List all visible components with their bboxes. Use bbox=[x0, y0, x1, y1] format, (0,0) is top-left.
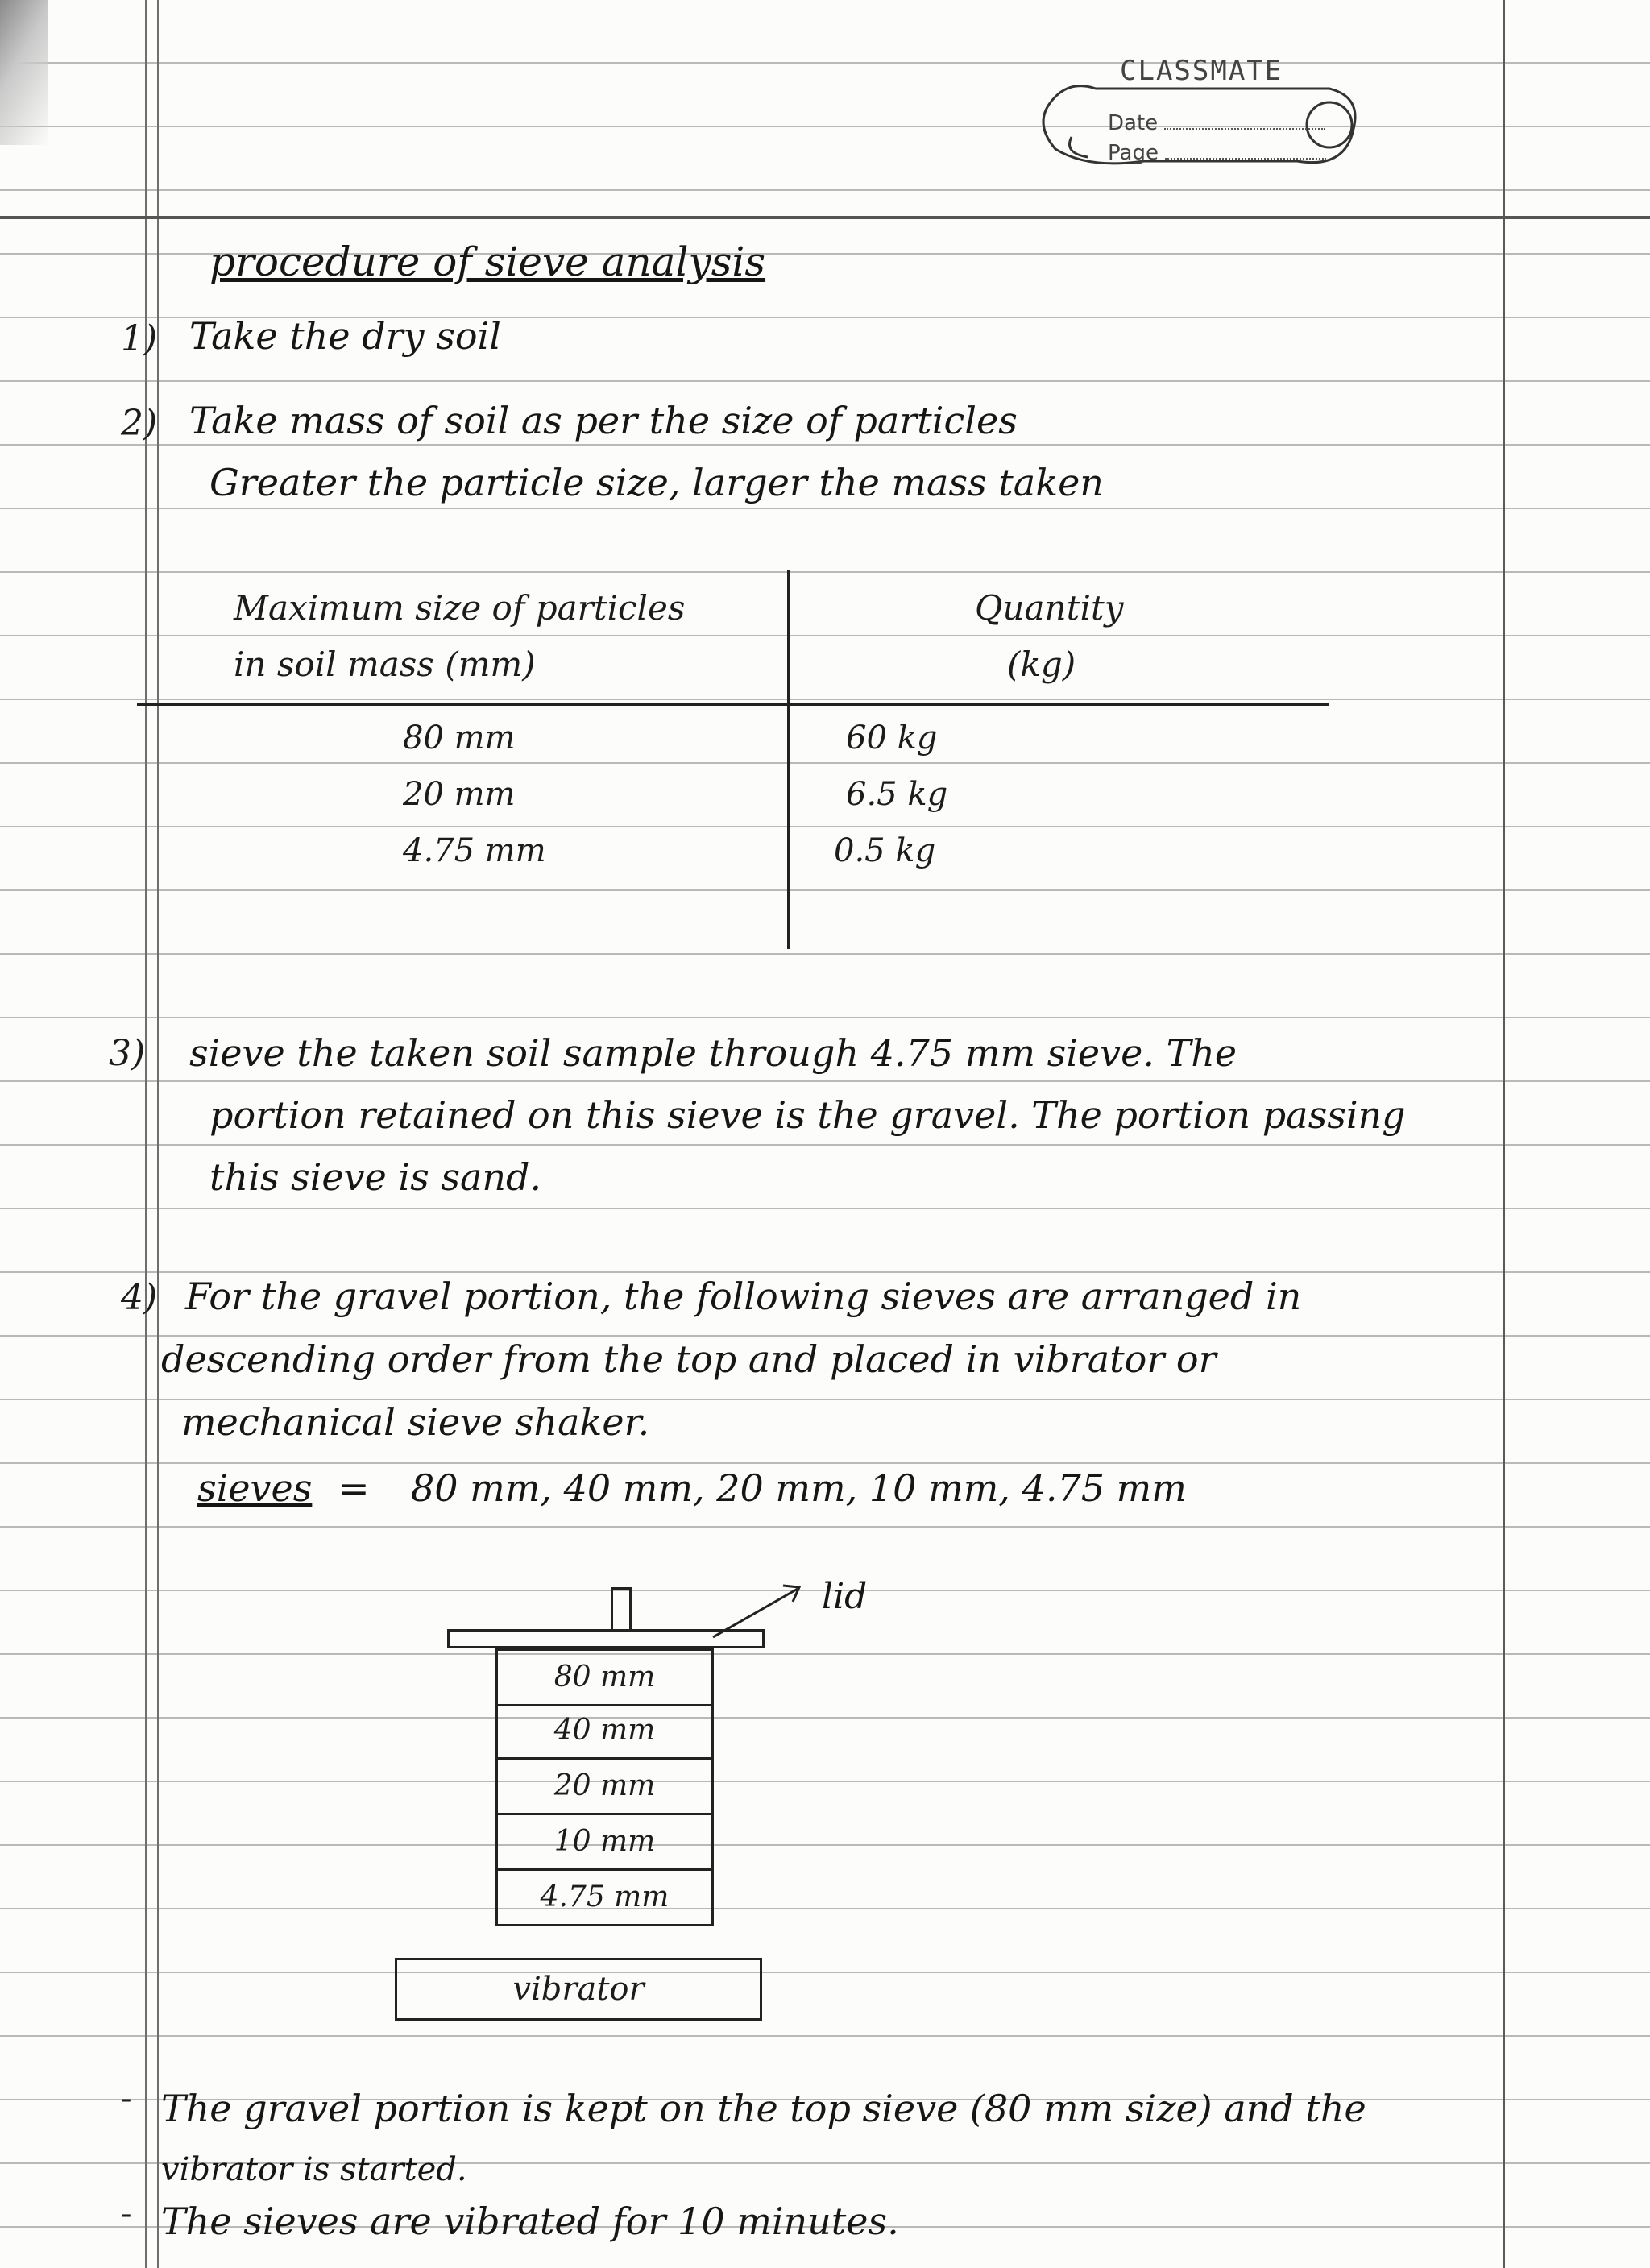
vibrator-box: vibrator bbox=[395, 1958, 762, 2021]
step-number: 4) bbox=[121, 1277, 158, 1318]
sieve-box: 40 mm bbox=[495, 1704, 714, 1760]
table-cell: 60 kg bbox=[846, 719, 938, 757]
table-header-rule bbox=[137, 703, 1329, 706]
margin-line-left-2 bbox=[157, 0, 159, 2268]
table-header: Quantity bbox=[975, 588, 1124, 628]
step-line: For the gravel portion, the following sieves are arranged in bbox=[185, 1275, 1302, 1318]
sieves-equals: = bbox=[338, 1466, 370, 1510]
date-label: Date bbox=[1108, 111, 1159, 135]
table-header: (kg) bbox=[1007, 645, 1076, 684]
step-line: mechanical sieve shaker. bbox=[181, 1400, 650, 1444]
table-divider bbox=[787, 570, 790, 949]
note-line: The sieves are vibrated for 10 minutes. bbox=[161, 2200, 899, 2243]
page-right-edge bbox=[1503, 0, 1505, 2268]
note-bullet: - bbox=[121, 2080, 132, 2117]
table-cell: 4.75 mm bbox=[403, 832, 546, 869]
note-line: The gravel portion is kept on the top sieve (80 mm size) and the bbox=[161, 2087, 1366, 2130]
step-line: descending order from the top and placed in vibrator or bbox=[161, 1337, 1217, 1381]
note-bullet: - bbox=[121, 2195, 132, 2233]
brand-header bbox=[1023, 48, 1370, 201]
quantity-table bbox=[137, 570, 1329, 949]
header-rule bbox=[0, 216, 1650, 219]
table-header: Maximum size of particles bbox=[234, 588, 686, 628]
page-title: procedure of sieve analysis bbox=[209, 238, 766, 285]
step-line: Take the dry soil bbox=[189, 314, 501, 358]
sieves-label: sieves bbox=[197, 1466, 313, 1510]
page-field bbox=[1108, 141, 1326, 165]
table-cell: 0.5 kg bbox=[834, 832, 936, 869]
sieve-box: 4.75 mm bbox=[495, 1871, 714, 1926]
page-label: Page bbox=[1108, 141, 1159, 165]
note-line: vibrator is started. bbox=[161, 2151, 467, 2188]
table-cell: 80 mm bbox=[403, 719, 516, 757]
lid bbox=[447, 1629, 765, 1648]
table-cell: 20 mm bbox=[403, 776, 516, 813]
sieve-box: 80 mm bbox=[495, 1648, 714, 1706]
step-number: 3) bbox=[109, 1033, 146, 1074]
step-line: Greater the particle size, larger the mass taken bbox=[209, 461, 1104, 504]
lid-handle bbox=[611, 1587, 632, 1632]
date-field bbox=[1108, 111, 1325, 135]
table-header: in soil mass (mm) bbox=[234, 645, 536, 684]
step-line: portion retained on this sieve is the gravel. The portion passing bbox=[209, 1093, 1406, 1137]
scan-shadow bbox=[0, 0, 48, 145]
step-line: sieve the taken soil sample through 4.75 mm sieve. The bbox=[189, 1031, 1238, 1075]
table-cell: 6.5 kg bbox=[846, 776, 948, 813]
step-number: 2) bbox=[121, 403, 158, 444]
lid-label: lid bbox=[822, 1576, 868, 1617]
brand-name: CLASSMATE bbox=[1120, 55, 1283, 87]
step-line: Take mass of soil as per the size of particles bbox=[189, 399, 1018, 442]
sieve-box: 20 mm bbox=[495, 1760, 714, 1815]
sieves-list: 80 mm, 40 mm, 20 mm, 10 mm, 4.75 mm bbox=[411, 1466, 1187, 1510]
sieve-stack-diagram bbox=[447, 1579, 769, 2030]
step-number: 1) bbox=[121, 318, 158, 359]
step-line: this sieve is sand. bbox=[209, 1155, 542, 1199]
sieve-box: 10 mm bbox=[495, 1815, 714, 1871]
